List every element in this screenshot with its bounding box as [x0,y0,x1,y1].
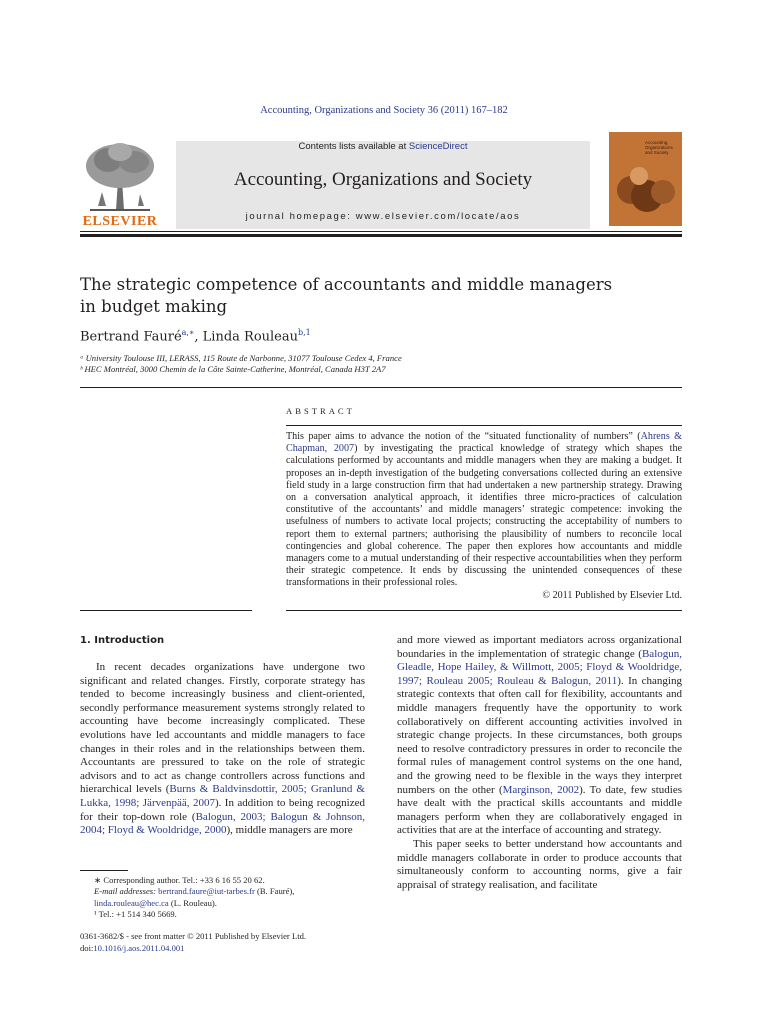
abstract-rule-top [286,425,682,426]
sciencedirect-link[interactable]: ScienceDirect [408,141,468,152]
doi-link[interactable]: 10.1016/j.aos.2011.04.001 [93,942,185,953]
author-rouleau-affiliation-mark[interactable]: b,1 [298,328,311,337]
author-faure-affiliation-mark[interactable]: a,∗ [181,328,195,337]
email-prefix: E-mail addresses: [94,886,159,897]
intro-p1-text-2: ). In addition to being recognized for their top-down role ( [80,796,365,823]
footnote-telephone: ¹ Tel.: +1 514 340 5669. [94,908,177,919]
journal-header-box [176,141,590,229]
intro-paragraph-2 [397,634,682,838]
email-faure-link[interactable]: bertrand.faure@iut-tarbes.fr [158,886,255,897]
contents-prefix: Contents lists available at [298,141,409,152]
intro-p1-citation-2[interactable]: Balogun, 2003; Balogun & Johnson, 2004; Floyd & Wooldridge, 2000 [80,810,365,837]
doi-prefix: doi: [80,942,94,953]
intro-p1-text-1: In recent decades organizations have undergone two significant and related changes. Firstly, corporate strategy has tended to become increasingly business and client-oriented, secondly performance measurement systems strongly related to accounting have become increasingly complicated. These evolutions have led accountants and middle managers to face changes in their roles and in the relationships between them. Accountants are pressured to take on the role of strategic advisors and to act as change controllers across functions and hierarchical levels ( [80,661,365,796]
intro-p1-text-3: ), middle managers are more [226,824,353,837]
email-faure-name: (B. Fauré), [254,886,295,897]
intro-p2-citation-1[interactable]: Balogun, Gleadle, Hope Hailey, & Willmott, 2005; Floyd & Wooldridge, 1997; Rouleau 2005; Rouleau & Balogun, 2011 [397,647,682,687]
left-column [80,661,365,838]
elsevier-logo [80,140,160,230]
intro-p1-citation-1[interactable]: Burns & Baldvinsdottir, 2005; Granlund & Lukka, 1998; Järvenpää, 2007 [80,783,365,809]
intro-paragraph-3: This paper seeks to better understand how accountants and middle managers collaborate in order to produce accounts that simultaneously conform to accounting norms, give a fair appraisal of strategy realisation, and facilitate [397,837,682,891]
intro-p2-text-1: and more viewed as important mediators across organizational boundaries in the implementation of strategic change ( [397,634,682,660]
abstract-text-1: This paper aims to advance the notion of the “situated functionality of numbers” ( [286,431,641,442]
intro-p2-text-2: ). In changing strategic contexts that often call for flexibility, accountants and middle managers frequently have the opportunity to work collaboratively on different accounting activities involved in strategic change projects. In these circumstances, both groups need to resolve contradictory pressures in order to reconcile the formal rules of management control systems on the one hand, and the growing need to be flexible in the ways they interpret numbers on the other ( [397,674,682,796]
affiliation-rule [80,387,682,388]
footnote-rule [80,870,128,871]
contents-line [176,141,590,152]
journal-name: Accounting, Organizations and Society [233,169,533,190]
header-rule-thick [80,234,682,237]
footnote-corresponding: ∗ Corresponding author. Tel.: +33 6 16 55 20 62. [94,875,265,885]
issn-line: 0361-3682/$ - see front matter © 2011 Published by Elsevier Ltd. [80,931,307,941]
author-faure: Bertrand Fauré [80,329,182,345]
intro-paragraph-1 [80,661,365,838]
abstract-rule-bottom [286,610,682,611]
intro-p2-citation-2[interactable]: Marginson, 2002 [502,783,580,796]
abstract-heading: ABSTRACT [286,406,355,416]
left-column-rule [80,610,252,611]
article-meta [80,931,306,954]
article-title [80,274,640,318]
author-list [80,328,311,344]
journal-cover-image [609,132,682,226]
email-rouleau-link[interactable]: linda.rouleau@hec.ca [94,897,169,908]
cover-title: Accounting, Organizations and Society [645,140,673,155]
footnotes [80,875,365,920]
journal-citation[interactable]: Accounting, Organizations and Society 36 (2011) 167–182 [260,105,508,116]
abstract-copyright: © 2011 Published by Elsevier Ltd. [542,589,682,601]
affiliation-a: ᵃ University Toulouse III, LERASS, 115 Route de Narbonne, 31077 Toulouse Cedex 4, France [80,353,402,363]
author-rouleau: Linda Rouleau [202,329,299,345]
header-rule-thin [80,231,682,232]
intro-p2-text-3: ). To date, few studies have dealt with the practical skills accountants and middle managers perform when they are collaboratively engaged in activities that are at the interface of accounting and strategy. [397,783,682,837]
abstract-citation-link[interactable]: Ahrens & Chapman, 2007 [286,431,682,455]
section-heading-introduction: 1. Introduction [80,635,165,646]
elsevier-wordmark: ELSEVIER [82,214,158,229]
author-separator: , [194,329,203,345]
affiliation-b: ᵇ HEC Montréal, 3000 Chemin de la Côte Sainte-Catherine, Montréal, Canada H3T 2A7 [80,364,386,374]
abstract-text-2: ) by investigating the practical knowledge of strategy which shapes the calculations performed by accountants and middle managers when they are making a budget. It proposes an in-depth investigation of the budgeting conversations collected during an extensive field study in a large construction firm that had undertaken a new partnership strategy. Drawing on a conversation analytical approach, it identifies three micro-practices of calculation constitutive of the accountants’ and middle managers’ strategic competence: invoking the usefulness of numbers to activate local projects; constructing the acceptability of numbers to report them to external partners; authorising the plausibility of numbers to reconcile local contingencies and global coherence. The paper then explores how accountants and middle managers come to a mutual understanding of their respective accountabilities when they perform their strategic competence. It ends by discussing the unintended consequences of these transformations in their professional roles. [286,443,683,589]
abstract-body [286,431,682,602]
elsevier-tree-icon [80,140,160,212]
journal-homepage[interactable]: journal homepage: www.elsevier.com/locate/aos [245,211,521,222]
doi-line [80,943,306,955]
footnote-emails [80,886,365,909]
title-line-2: in budget making [80,297,228,316]
title-line-1: The strategic competence of accountants and middle managers [80,275,613,294]
email-rouleau-name: (L. Rouleau). [168,897,217,908]
right-column [397,634,682,892]
